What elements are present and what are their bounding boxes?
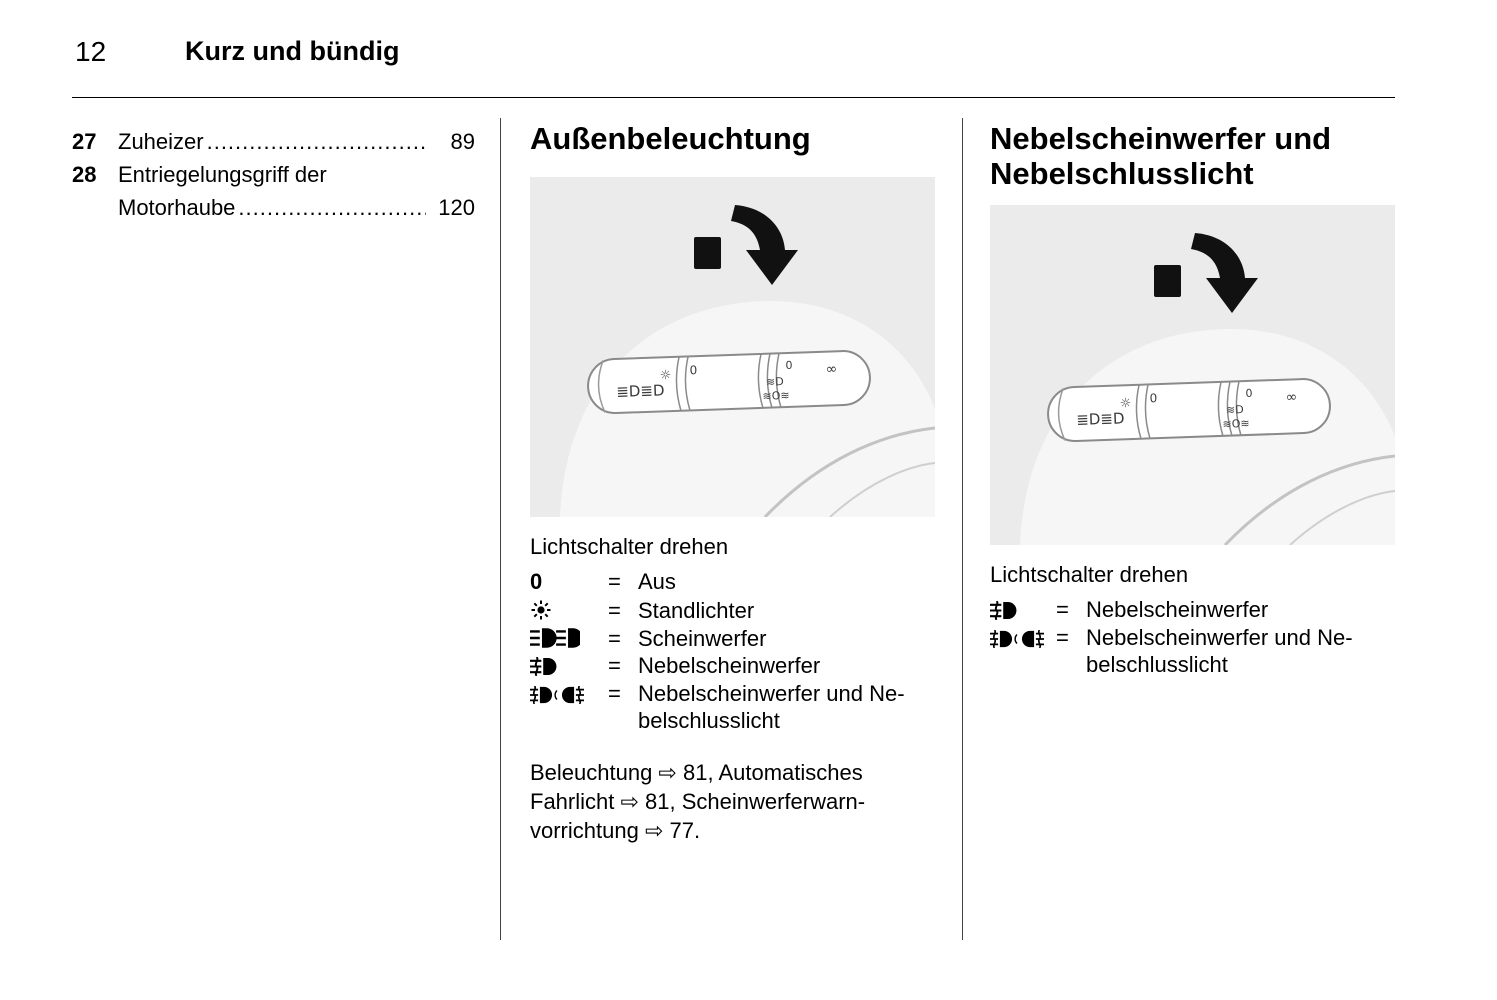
section-title: Nebelscheinwerfer und Nebelschlusslicht — [990, 121, 1332, 192]
legend — [530, 568, 935, 734]
index-entry-page: 89 — [450, 129, 475, 154]
section-fog-lights — [990, 118, 1395, 678]
cross-references — [530, 758, 935, 845]
leader-dots — [238, 191, 426, 224]
column-divider — [500, 118, 501, 940]
cross-reference-line: vorrichtung ⇨ 77. — [530, 818, 701, 844]
equals-sign: = — [608, 598, 621, 624]
legend-label: Nebelscheinwerfer und Ne- belschlusslicht — [1086, 625, 1353, 678]
index-entry — [72, 158, 475, 224]
legend-row — [530, 596, 935, 624]
caption: Lichtschalter drehen — [530, 534, 729, 560]
legend-row — [530, 624, 935, 652]
legend-label: Nebelscheinwerfer — [638, 653, 821, 679]
standlight-icon — [530, 599, 552, 621]
equals-sign: = — [608, 653, 621, 679]
index-entry-label: Motorhaube — [118, 195, 236, 220]
light-switch-illustration — [530, 177, 935, 517]
column-divider — [962, 118, 963, 940]
front-rear-fog-icon — [530, 686, 584, 704]
chapter-title: Kurz und bündig — [185, 36, 400, 66]
legend-label: Aus — [638, 569, 676, 595]
cross-reference-line: Beleuchtung ⇨ 81, Automatisches — [530, 760, 863, 786]
equals-sign: = — [608, 626, 621, 652]
front-rear-fog-icon — [990, 630, 1044, 648]
legend-row — [990, 624, 1395, 678]
cross-reference-line: Fahrlicht ⇨ 81, Scheinwerferwarn- — [530, 789, 866, 815]
header-rule — [72, 97, 1395, 98]
front-fog-icon — [990, 601, 1024, 620]
legend-label: Scheinwerfer — [638, 626, 767, 652]
page-number: 12 — [75, 36, 107, 67]
index-entry-number: 27 — [72, 129, 97, 154]
legend-row — [530, 652, 935, 680]
legend-row — [530, 568, 935, 596]
caption: Lichtschalter drehen — [990, 562, 1189, 588]
index-entry-number: 28 — [72, 162, 97, 187]
legend-label: Nebelscheinwerfer und Ne- belschlusslicht — [638, 681, 905, 734]
legend — [990, 596, 1395, 678]
equals-sign: = — [608, 681, 621, 707]
headlight-icon — [530, 627, 580, 649]
zero-symbol: 0 — [530, 569, 543, 595]
section-title: Außenbeleuchtung — [530, 121, 811, 156]
index-entry — [72, 125, 475, 158]
index-entry-page: 120 — [438, 195, 475, 220]
index-column — [72, 118, 475, 224]
legend-row — [530, 680, 935, 734]
index-entry-label: Zuheizer — [118, 129, 204, 154]
section-exterior-lighting — [530, 118, 935, 845]
legend-label: Nebelscheinwerfer — [1086, 597, 1269, 623]
light-switch-illustration — [990, 205, 1395, 545]
legend-label: Standlichter — [638, 598, 755, 624]
front-fog-icon — [530, 657, 564, 676]
equals-sign: = — [1056, 625, 1069, 651]
equals-sign: = — [1056, 597, 1069, 623]
leader-dots — [207, 125, 426, 158]
equals-sign: = — [608, 569, 621, 595]
index-entry-label: Entriegelungsgriff der — [118, 162, 327, 187]
legend-row — [990, 596, 1395, 624]
